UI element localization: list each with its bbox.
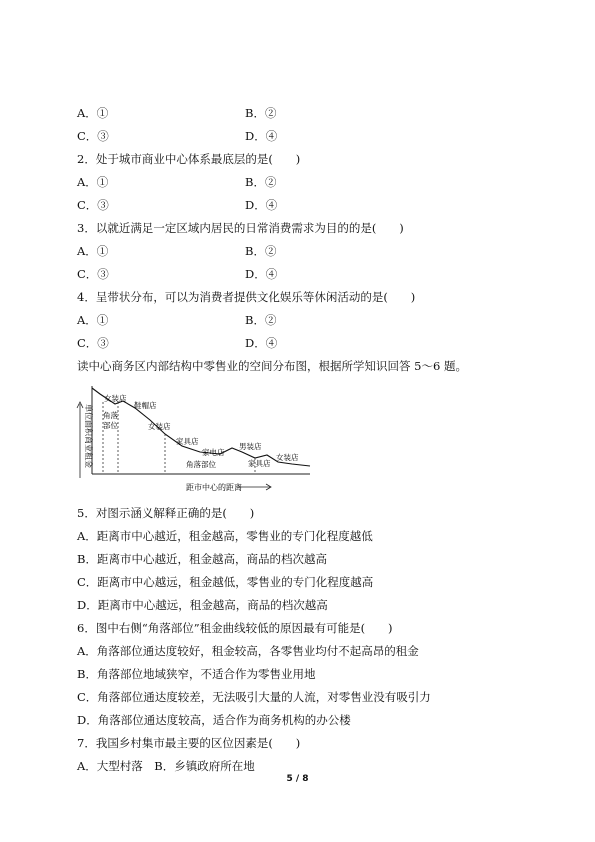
q2-option-c: C．③ bbox=[77, 198, 109, 212]
label-nanzhuang: 男装店 bbox=[239, 442, 262, 451]
label-jiaoluo-1: 角落 bbox=[103, 411, 118, 420]
q3-option-a: A．① bbox=[77, 244, 109, 258]
q2-option-a: A．① bbox=[77, 175, 109, 189]
q3-option-b: B．② bbox=[245, 244, 277, 258]
q3-option-c: C．③ bbox=[77, 267, 109, 281]
q7-options-ab: A．大型村落 B．乡镇政府所在地 bbox=[77, 759, 255, 773]
x-axis-label: 距市中心的距离 bbox=[186, 483, 242, 492]
q2-option-b: B．② bbox=[245, 175, 277, 189]
q4-option-d: D．④ bbox=[245, 336, 278, 350]
q6-option-a: A．角落部位通达度较好，租金较高，各零售业均付不起高昂的租金 bbox=[77, 644, 419, 658]
q5-option-a: A．距离市中心越近，租金越高，零售业的专门化程度越低 bbox=[77, 529, 373, 543]
label-nvzhuang-1: 女装店 bbox=[104, 394, 127, 403]
q1-option-a: A．① bbox=[77, 106, 109, 120]
figure-intro: 读中心商务区内部结构中零售业的空间分布图，根据所学知识回答 5～6 题。 bbox=[77, 359, 467, 373]
label-jiadian: 家电店 bbox=[202, 448, 225, 457]
q6-stem: 6．图中右侧“角落部位”租金曲线较低的原因最有可能是( ) bbox=[77, 621, 393, 635]
label-jiaju-2: 家具店 bbox=[248, 459, 271, 468]
y-axis-label: 单位面积商业租金 bbox=[84, 404, 93, 468]
q2-option-d: D．④ bbox=[245, 198, 278, 212]
q4-option-b: B．② bbox=[245, 313, 277, 327]
q5-option-c: C．距离市中心越远，租金越低，零售业的专门化程度越高 bbox=[77, 575, 374, 589]
page-number: 5 / 8 bbox=[286, 774, 309, 784]
label-buwei-1: 部位 bbox=[103, 421, 118, 430]
q3-stem: 3．以就近满足一定区域内居民的日常消费需求为目的的是( ) bbox=[77, 221, 404, 235]
q5-stem: 5．对图示涵义解释正确的是( ) bbox=[77, 506, 255, 520]
retail-distribution-figure bbox=[70, 382, 315, 500]
q6-option-c: C．角落部位通达度较差，无法吸引大量的人流，对零售业没有吸引力 bbox=[77, 690, 431, 704]
label-jiaju: 家具店 bbox=[176, 437, 199, 446]
label-nvzhuang-2: 女装店 bbox=[148, 422, 171, 431]
q1-option-b: B．② bbox=[245, 106, 277, 120]
label-nvzhuang-3: 女装店 bbox=[276, 453, 299, 462]
q6-option-b: B．角落部位地域狭窄，不适合作为零售业用地 bbox=[77, 667, 316, 681]
q1-option-c: C．③ bbox=[77, 129, 109, 143]
q4-stem: 4．呈带状分布，可以为消费者提供文化娱乐等休闲活动的是( ) bbox=[77, 290, 416, 304]
q2-stem: 2．处于城市商业中心体系最底层的是( ) bbox=[77, 152, 301, 166]
q7-stem: 7．我国乡村集市最主要的区位因素是( ) bbox=[77, 736, 301, 750]
q3-option-d: D．④ bbox=[245, 267, 278, 281]
q4-option-a: A．① bbox=[77, 313, 109, 327]
q5-option-d: D．距离市中心越远，租金越高，商品的档次越高 bbox=[77, 598, 328, 612]
q6-option-d: D．角落部位通达度较高，适合作为商务机构的办公楼 bbox=[77, 713, 351, 727]
q1-option-d: D．④ bbox=[245, 129, 278, 143]
q4-option-c: C．③ bbox=[77, 336, 109, 350]
label-jiaoluo-2: 角落部位 bbox=[186, 460, 216, 469]
q5-option-b: B．距离市中心越近，租金越高，商品的档次越高 bbox=[77, 552, 327, 566]
label-xiemao: 鞋帽店 bbox=[134, 401, 157, 410]
